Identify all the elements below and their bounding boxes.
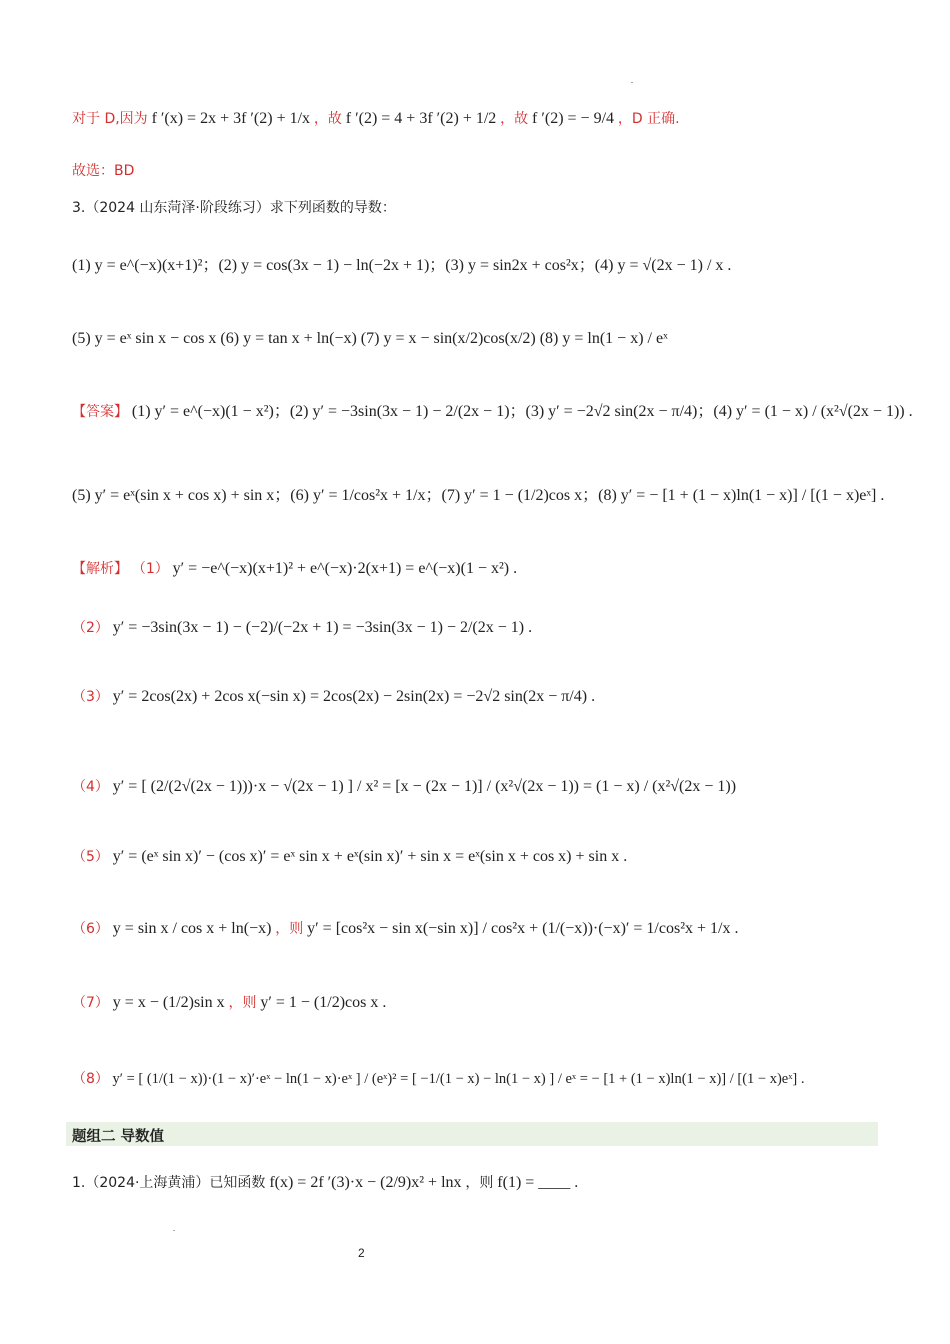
question-1-equation: f(x) = 2f ′(3)·x − (2/9)x² + lnx xyxy=(269,1174,462,1191)
d-eq3: f ′(2) = − 9/4 xyxy=(532,110,615,127)
question-1-text: 1.（2024·上海黄浦）已知函数 xyxy=(72,1175,266,1191)
d-option-line xyxy=(72,108,680,128)
question-3-row-1: (1) y = e^(−x)(x+1)²；(2) y = cos(3x − 1) − ln(−2x + 1)；(3) y = sin2x + cos²x；(4) y = √(2x − 1) / x . xyxy=(72,257,732,274)
analysis-6 xyxy=(72,918,738,938)
analysis-4-text: y′ = [ (2/(2√(2x − 1)))·x − √(2x − 1) ] / x² = [x − (2x − 1)] / (x²√(2x − 1)) = (1 − x) / (x²√(2x − 1)) xyxy=(112,778,737,795)
analysis-7-tag: （7） xyxy=(72,995,109,1011)
section-header xyxy=(66,1122,878,1146)
analysis-1-tag: （1） xyxy=(131,561,169,577)
analysis-8-tag: （8） xyxy=(72,1071,109,1087)
analysis-8-text: y′ = [ (1/(1 − x))·(1 − x)′·eˣ − ln(1 − x)·eˣ ] / (eˣ)² = [ −1/(1 − x) − ln(1 − x) ] / eˣ = − [1 + (1 − x)ln(1 − x)] / [(1 − x)eˣ] . xyxy=(112,1071,805,1087)
analysis-3 xyxy=(72,686,595,706)
d-gu2: ，故 xyxy=(500,111,529,127)
analysis-7-then: ，则 xyxy=(228,995,257,1011)
analysis-3-tag: （3） xyxy=(72,689,109,705)
analysis-6-tag: （6） xyxy=(72,921,109,937)
analysis-3-text: y′ = 2cos(2x) + 2cos x(−sin x) = 2cos(2x) − 2sin(2x) = −2√2 sin(2x − π/4) . xyxy=(112,688,596,705)
answer-row-1-text: (1) y′ = e^(−x)(1 − x²)；(2) y′ = −3sin(3x − 1) − 2/(2x − 1)；(3) y′ = −2√2 sin(2x − π/4)；(4) y′ = (1 − x) / (x²√(2x − 1)) . xyxy=(131,403,913,420)
analysis-2-text: y′ = −3sin(3x − 1) − (−2)/(−2x + 1) = −3sin(3x − 1) − 2/(2x − 1) . xyxy=(112,619,533,636)
analysis-4 xyxy=(72,776,736,796)
analysis-1 xyxy=(72,558,517,578)
d-end: ，D 正确. xyxy=(617,111,680,127)
analysis-6-text-a: y = sin x / cos x + ln(−x) xyxy=(112,920,272,937)
question-1-line xyxy=(72,1172,578,1192)
answer-label: 【答案】 xyxy=(72,404,128,420)
question-1-ask: f(1) = ____ . xyxy=(497,1174,579,1191)
analysis-4-tag: （4） xyxy=(72,779,109,795)
answer-row-2: (5) y′ = eˣ(sin x + cos x) + sin x；(6) y′ = 1/cos²x + 1/x；(7) y′ = 1 − (1/2)cos x；(8) y′ = − [1 + (1 − x)ln(1 − x)] / [(1 − x)eˣ] . xyxy=(72,487,885,504)
speck xyxy=(173,1230,175,1231)
page-number: 2 xyxy=(358,1246,365,1260)
analysis-6-then: ，则 xyxy=(275,921,304,937)
analysis-7-text-b: y′ = 1 − (1/2)cos x . xyxy=(260,994,387,1011)
analysis-1-text: y′ = −e^(−x)(x+1)² + e^(−x)·2(x+1) = e^(−x)(1 − x²) . xyxy=(172,560,518,577)
analysis-label: 【解析】 xyxy=(72,561,128,577)
question-1-then: ，则 xyxy=(465,1175,494,1191)
analysis-7-text-a: y = x − (1/2)sin x xyxy=(112,994,225,1011)
analysis-7 xyxy=(72,992,386,1012)
analysis-2 xyxy=(72,617,532,637)
analysis-5 xyxy=(72,846,627,866)
d-eq2: f ′(2) = 4 + 3f ′(2) + 1/2 xyxy=(345,110,497,127)
d-intro: 对于 D,因为 xyxy=(72,111,148,127)
analysis-6-text-b: y′ = [cos²x − sin x(−sin x)] / cos²x + (1/(−x))·(−x)′ = 1/cos²x + 1/x . xyxy=(307,920,739,937)
analysis-8 xyxy=(72,1068,805,1088)
question-3-title: 3.（2024 山东菏泽·阶段练习）求下列函数的导数： xyxy=(72,200,396,216)
analysis-2-tag: （2） xyxy=(72,620,109,636)
section-title: 题组二 导数值 xyxy=(72,1129,165,1145)
choose-line: 故选：BD xyxy=(72,163,135,179)
d-gu1: ，故 xyxy=(313,111,342,127)
speck xyxy=(631,82,633,83)
analysis-5-tag: （5） xyxy=(72,849,109,865)
question-3-row-2: (5) y = eˣ sin x − cos x (6) y = tan x + ln(−x) (7) y = x − sin(x/2)cos(x/2) (8) y = ln(1 − x) / eˣ xyxy=(72,330,668,347)
analysis-5-text: y′ = (eˣ sin x)′ − (cos x)′ = eˣ sin x + eˣ(sin x)′ + sin x = eˣ(sin x + cos x) + sin x . xyxy=(112,848,628,865)
answer-row-1 xyxy=(72,398,913,421)
d-eq1: f ′(x) = 2x + 3f ′(2) + 1/x xyxy=(151,110,311,127)
